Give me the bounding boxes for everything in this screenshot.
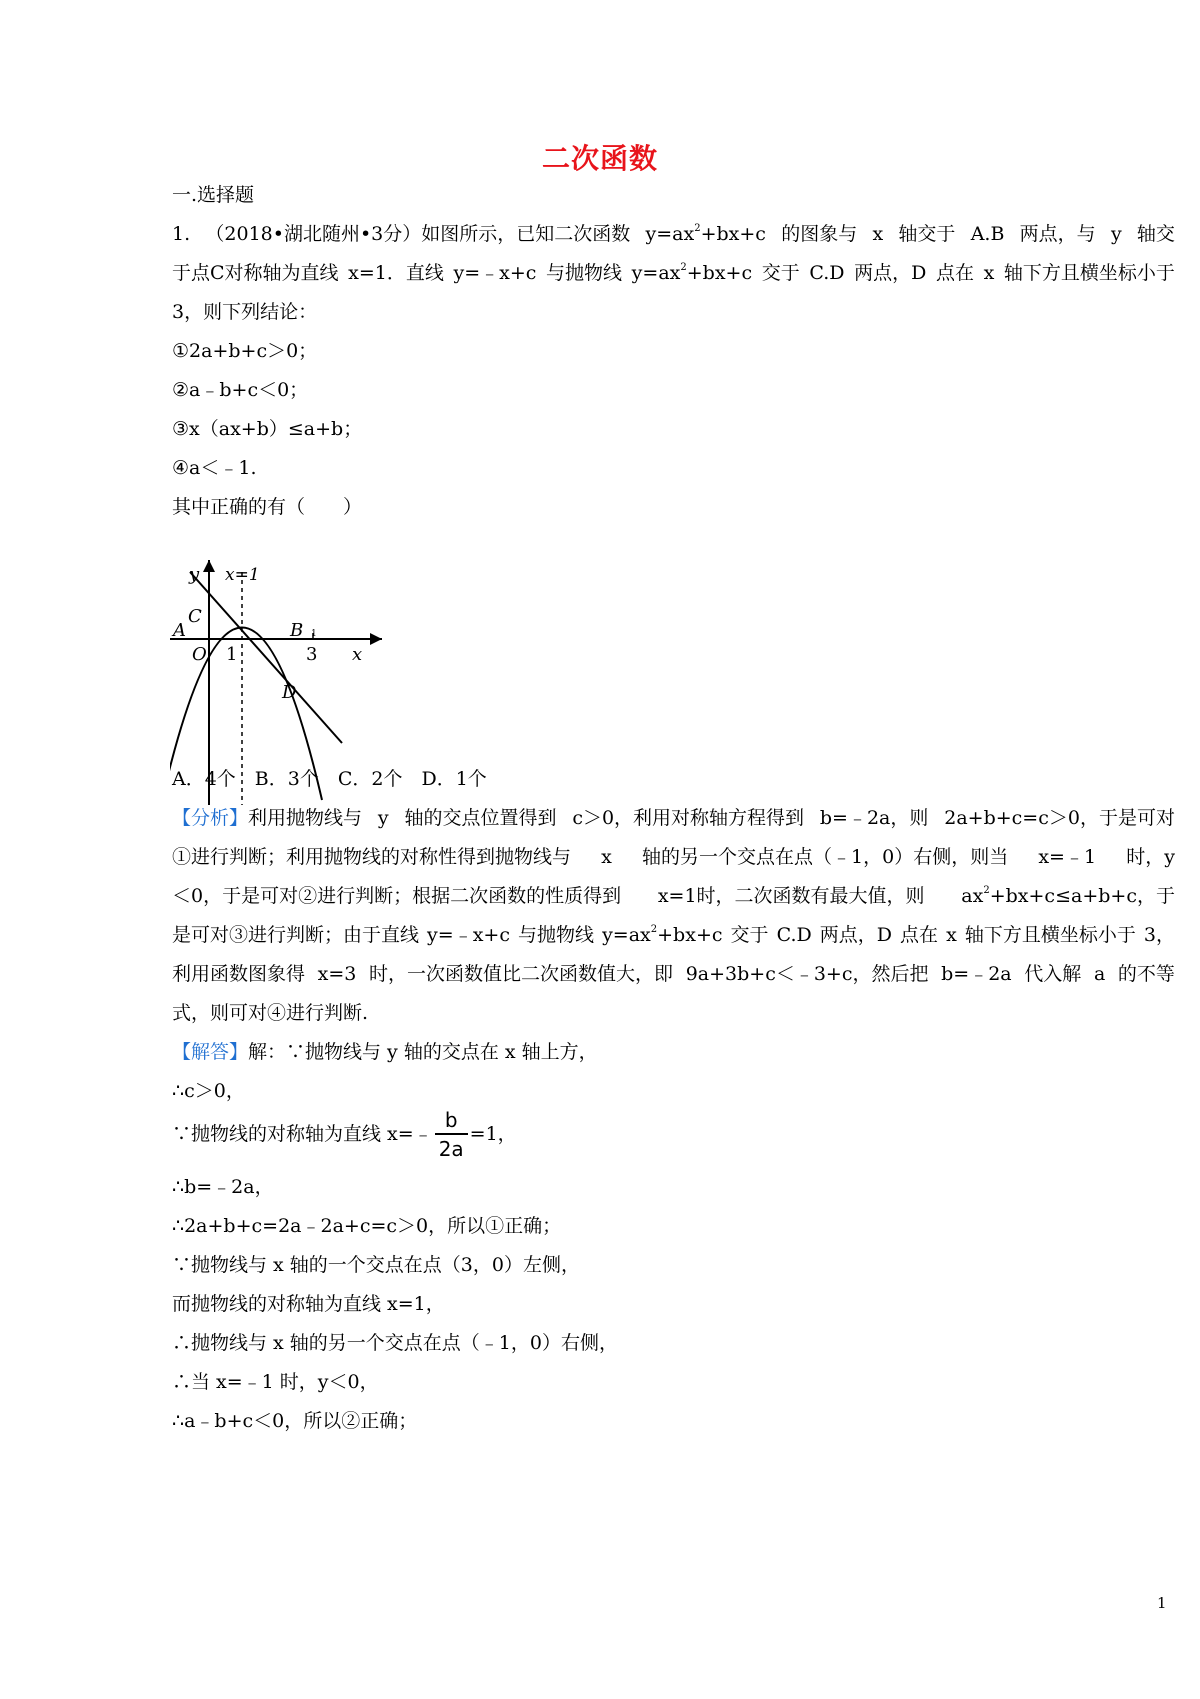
word: 点在 xyxy=(935,262,974,284)
question-line-3: 3，则下列结论： xyxy=(172,301,318,323)
solution-line-9: ∴当 x=﹣1 时，y＜0， xyxy=(172,1371,379,1393)
solution-line-8: ∴抛物线与 x 轴的另一个交点在点（﹣1，0）右侧， xyxy=(172,1332,618,1354)
word: $y=ax^2+bx+c$ xyxy=(631,262,753,284)
label-A: A xyxy=(173,620,186,641)
word: 1. xyxy=(172,223,191,245)
analysis-line-1 xyxy=(172,806,1175,830)
word: 轴的另一个交点在点（﹣1，0）右侧，则当 xyxy=(642,846,1009,868)
x-axis-arrow xyxy=(370,633,382,645)
solution-line-1 xyxy=(172,1040,598,1064)
solution-line-5: ∴2a+b+c=2a﹣2a+c=c＞0，所以①正确； xyxy=(172,1215,562,1237)
solution-line-3 xyxy=(172,1106,517,1163)
word: 轴交于 xyxy=(898,223,956,245)
word: 点在 xyxy=(900,924,939,946)
word: 时，y xyxy=(1126,846,1175,868)
word: 9a+3b+c＜﹣3+c，然后把 xyxy=(685,963,929,985)
question-ask: 其中正确的有（ ） xyxy=(172,496,363,518)
word: x xyxy=(983,262,995,284)
word: A.B xyxy=(970,223,1005,245)
label-x: x xyxy=(352,644,363,665)
word: 交于 xyxy=(761,262,800,284)
word: x xyxy=(946,924,957,946)
fraction-b-over-2a xyxy=(435,1107,468,1163)
word: b=﹣2a xyxy=(941,963,1012,985)
analysis-l1-w5: 2a+b+c=c＞0，于是可对 xyxy=(944,807,1175,829)
solution-line-7: 而抛物线的对称轴为直线 x=1， xyxy=(172,1293,445,1315)
analysis-l1-w2: 轴的交点位置得到 xyxy=(404,807,557,829)
analysis-l3-w0: ＜0，于是可对②进行判断；根据二次函数的性质得到 xyxy=(172,885,622,907)
analysis-tag: 【分析】 xyxy=(172,807,249,829)
word: y=﹣x+c xyxy=(453,262,537,284)
solution-line-10: ∴a﹣b+c＜0，所以②正确； xyxy=(172,1410,418,1432)
y-axis-arrow xyxy=(203,560,215,572)
solution-line-4: ∴b=﹣2a， xyxy=(172,1176,274,1198)
word: C.D xyxy=(809,262,845,284)
word: 两点，D xyxy=(854,262,927,284)
word: x xyxy=(601,846,612,868)
fraction-denominator: 2a xyxy=(435,1133,468,1163)
word: 的不等 xyxy=(1117,963,1175,985)
answer-options: A．4个 B．3个 C．2个 D．1个 xyxy=(172,768,487,790)
label-B: B xyxy=(290,620,304,641)
analysis-l3-w2: $ax^2+bx+c\le a+b+c$，于 xyxy=(961,885,1175,907)
label-C: C xyxy=(188,606,202,627)
question-line-2 xyxy=(172,261,1175,285)
solution-line-2: ∴c＞0， xyxy=(172,1080,245,1102)
analysis-line-2 xyxy=(172,845,1175,869)
word: 代入解 xyxy=(1024,963,1082,985)
word: x=﹣1 xyxy=(1038,846,1097,868)
analysis-line-4 xyxy=(172,923,1175,947)
section-heading: 一.选择题 xyxy=(172,184,255,206)
conclusion-3: ③x（ax+b）≤a+b； xyxy=(172,418,363,440)
question-line-1 xyxy=(172,222,1175,246)
analysis-l3-w1: x=1时，二次函数有最大值，则 xyxy=(657,885,925,907)
word: 与抛物线 xyxy=(518,924,595,946)
word: 与抛物线 xyxy=(546,262,623,284)
label-y: y xyxy=(189,564,200,585)
word: ①进行判断；利用抛物线的对称性得到抛物线与 xyxy=(172,846,572,868)
word: y=﹣x+c xyxy=(427,924,510,946)
solution-l3-post: =1， xyxy=(469,1123,517,1145)
analysis-line-6: 式，则可对④进行判断. xyxy=(172,1002,369,1024)
solution-line-6: ∵抛物线与 x 轴的一个交点在点（3，0）左侧， xyxy=(172,1254,580,1276)
conclusion-4: ④a＜﹣1. xyxy=(172,457,257,479)
conclusion-2: ②a﹣b+c＜0； xyxy=(172,379,309,401)
word: x=1．直线 xyxy=(348,262,444,284)
word: 于点C对称轴为直线 xyxy=(172,262,339,284)
label-x-eq-1: x=1 xyxy=(225,565,260,585)
word: （2018•湖北随州•3分）如图所示，已知二次函数 xyxy=(205,223,631,245)
word: 轴下方且横坐标小于 xyxy=(1003,262,1175,284)
fraction-numerator: b xyxy=(444,1108,458,1132)
solution-l1-text: 解：∵抛物线与 y 轴的交点在 x 轴上方， xyxy=(248,1041,598,1063)
word: 的图象与 xyxy=(781,223,858,245)
word: 轴交 xyxy=(1136,223,1175,245)
word: $y=ax^2+bx+c$ xyxy=(645,223,766,245)
label-D: D xyxy=(282,682,297,703)
word: x=3 xyxy=(317,963,357,985)
solution-l3-pre: ∵抛物线的对称轴为直线 x=﹣ xyxy=(172,1123,433,1145)
word: 3， xyxy=(1143,924,1175,946)
word: 两点，与 xyxy=(1019,223,1096,245)
word: 时，一次函数值比二次函数值大，即 xyxy=(369,963,674,985)
word: a xyxy=(1093,963,1106,985)
analysis-tag-and-first xyxy=(172,806,362,830)
label-O: O xyxy=(192,644,207,665)
page-title: 二次函数 xyxy=(541,142,658,175)
analysis-l1-w0: 利用抛物线与 xyxy=(248,807,363,829)
word: 是可对③进行判断；由于直线 xyxy=(172,924,420,946)
analysis-l1-w4: b=﹣2a，则 xyxy=(819,807,929,829)
word: $y=ax^2+bx+c$ xyxy=(602,924,723,946)
word: x xyxy=(872,223,884,245)
word: C.D xyxy=(776,924,812,946)
analysis-l1-w1: y xyxy=(377,807,389,829)
analysis-line-3 xyxy=(172,884,1175,908)
label-3: 3 xyxy=(306,644,318,665)
analysis-line-5 xyxy=(172,962,1175,986)
word: 利用函数图象得 xyxy=(172,963,306,985)
label-1: 1 xyxy=(226,644,238,665)
solution-tag: 【解答】 xyxy=(172,1041,249,1063)
conclusion-1: ①2a+b+c＞0； xyxy=(172,340,318,362)
label-tick-1: 1 xyxy=(311,629,317,639)
word: y xyxy=(1110,223,1122,245)
word: 两点，D xyxy=(819,924,892,946)
line-y-neg-x-plus-c xyxy=(190,572,342,743)
word: 交于 xyxy=(730,924,769,946)
page-number: 1 xyxy=(1157,1594,1167,1612)
analysis-l1-w3: c＞0，利用对称轴方程得到 xyxy=(572,807,805,829)
word: 轴下方且横坐标小于 xyxy=(964,924,1136,946)
